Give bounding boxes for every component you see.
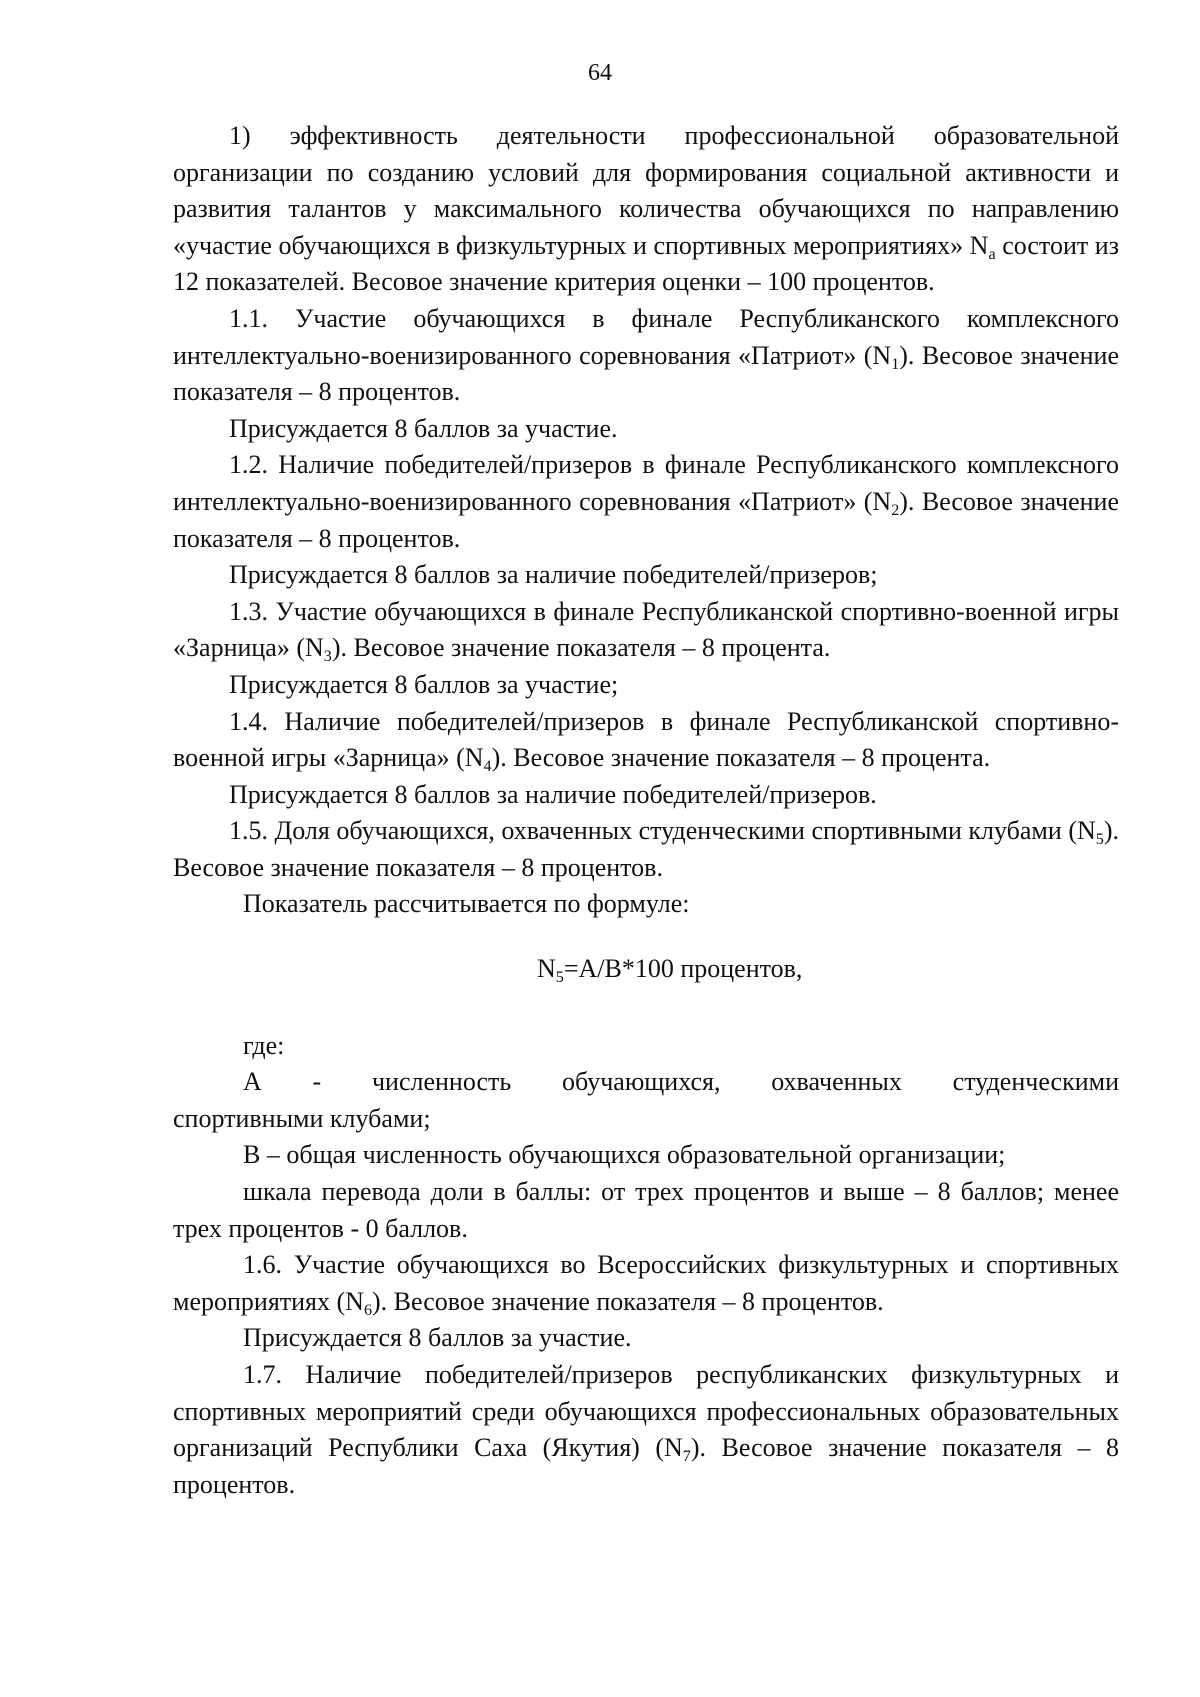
indicator-1-6: 1.6. Участие обучающихся во Всероссийских физкультурных и спортивных мероприятиях $(N_6)$. Весовое значение показателя – 8 процентов. bbox=[173, 1250, 1119, 1319]
indicator-1-1-award: Присуждается 8 баллов за участие. bbox=[229, 413, 618, 443]
paragraph-criterion: 1) эффективность деятельности профессиональной образовательной организации по созданию условий для формирования социальной активности и развития талантов у максимального количества обучающихся по направлению «участие обучающихся в физкультурных и спортивных мероприятиях» $N_a$ состоит из 12 показателей. Весовое значение критерия оценки – 100 процентов. bbox=[173, 121, 1119, 297]
definition-a-line: А - численность обучающихся, охваченных студенческими bbox=[243, 1067, 1119, 1097]
document-body bbox=[173, 118, 1119, 1503]
indicator-1-2-award: Присуждается 8 баллов за наличие победителей/призеров; bbox=[229, 560, 878, 590]
indicator-1-3: 1.3. Участие обучающихся в финале Республиканской спортивно-военной игры «Зарница» $(N_3)$. Весовое значение показателя – 8 процента. bbox=[173, 596, 1119, 666]
indicator-1-7: 1.7. Наличие победителей/призеров республиканских физкультурных и спортивных мероприятий среди обучающихся профессиональных образовательных организаций Республики Саха (Якутия) $(N_7)$. Весовое значение показателя – 8 процентов. bbox=[173, 1360, 1119, 1499]
indicator-1-2: 1.2. Наличие победителей/призеров в финале Республиканского комплексного интеллектуально-военизированного соревнования «Патриот» $(N_2)$. Весовое значение показателя – 8 процентов. bbox=[173, 450, 1119, 553]
indicator-1-3-award: Присуждается 8 баллов за участие; bbox=[229, 669, 619, 699]
indicator-1-5: 1.5. Доля обучающихся, охваченных студенческими спортивными клубами $(N_5)$. Весовое значение показателя – 8 процентов. bbox=[173, 816, 1119, 882]
formula-intro: Показатель рассчитывается по формуле: bbox=[243, 889, 690, 919]
where-label: где: bbox=[243, 1030, 285, 1060]
definition-b: В – общая численность обучающихся образовательной организации; bbox=[243, 1140, 1006, 1170]
indicator-1-4: 1.4. Наличие победителей/призеров в финале Республиканской спортивно-военной игры «Зарница» $(N_4)$. Весовое значение показателя – 8 процента. bbox=[173, 706, 1119, 775]
indicator-1-1: 1.1. Участие обучающихся в финале Республиканского комплексного интеллектуально-военизированного соревнования «Патриот» $(N_1)$. Весовое значение показателя – 8 процентов. bbox=[173, 303, 1119, 407]
formula: $N_5=A/B*100$ процентов, bbox=[537, 954, 803, 986]
indicator-1-4-award: Присуждается 8 баллов за наличие победителей/призеров. bbox=[229, 779, 877, 809]
conversion-scale: шкала перевода доли в баллы: от трех процентов и выше – 8 баллов; менее трех процентов - 0 баллов. bbox=[173, 1177, 1119, 1243]
indicator-1-6-award: Присуждается 8 баллов за участие. bbox=[243, 1323, 632, 1353]
definition-a-tail: спортивными клубами; bbox=[173, 1103, 431, 1133]
page-number: 64 bbox=[588, 60, 612, 86]
